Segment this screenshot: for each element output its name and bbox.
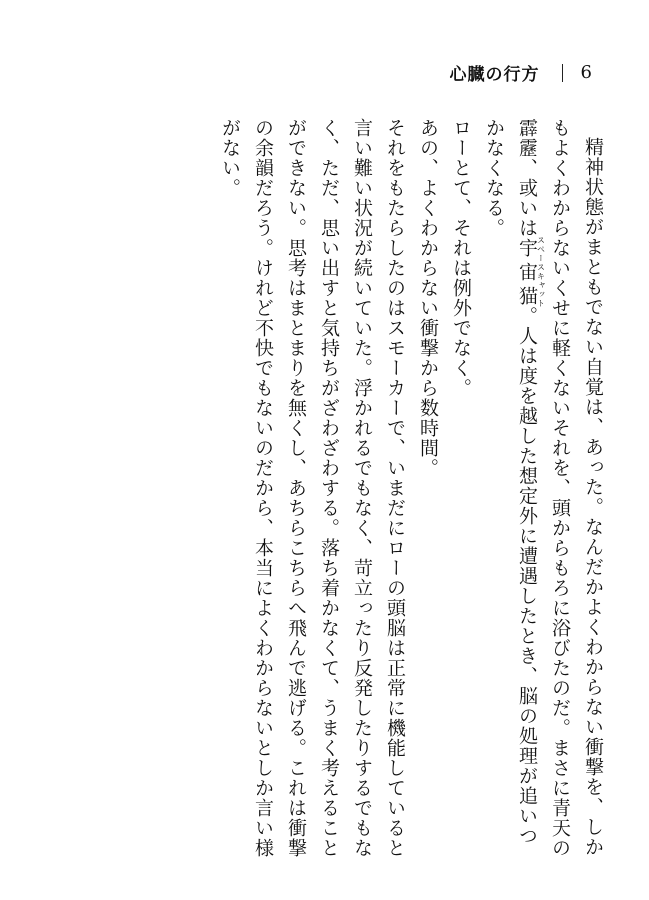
paragraph-1-text-before: 精神状態がまともでない自覚は、あった。なんだかよくわからない衝撃を、しかもよくわからないくせに軽くないそれを、頭からもろに浴びたのだ。まさに青天の霹靂、或いは bbox=[516, 118, 604, 858]
chapter-title: 心臓の行方 bbox=[449, 65, 540, 85]
paragraph-3: あの、よくわからない衝撃から数時間。 bbox=[417, 118, 439, 478]
paragraph-4: それをもたらしたのはスモーカーで、いまだにローの頭脳は正常に機能していると言い難い状況が続いていた。浮かれるでもなく、苛立ったり反発したりするでもなく、ただ、思い出すと気持ちがざわざわする。落ち着かなくて、うまく考えることができない。思考はまとまりを無くし、あちらこちらへ飛んで逃げる。これは衝撃の余韻だろう。けれど不快でもないのだから、本当によくわからないとしか言い様がない。 bbox=[219, 118, 406, 858]
ruby-base: 宇宙猫 bbox=[516, 236, 538, 308]
paragraph-1 bbox=[477, 118, 609, 858]
vertical-body-text bbox=[49, 118, 609, 858]
ruby-reading: スペースキャット bbox=[536, 236, 546, 308]
page-number: 6 bbox=[580, 62, 593, 83]
paragraph-1-text-after: 。人は度を越した想定外に遭遇したとき、脳の処理が追いつかなくなる。 bbox=[483, 118, 538, 846]
ruby-space-cat bbox=[516, 236, 546, 308]
header-divider bbox=[562, 64, 563, 82]
paragraph-2: ローとて、それは例外でなく。 bbox=[450, 118, 472, 398]
running-head bbox=[450, 60, 593, 85]
